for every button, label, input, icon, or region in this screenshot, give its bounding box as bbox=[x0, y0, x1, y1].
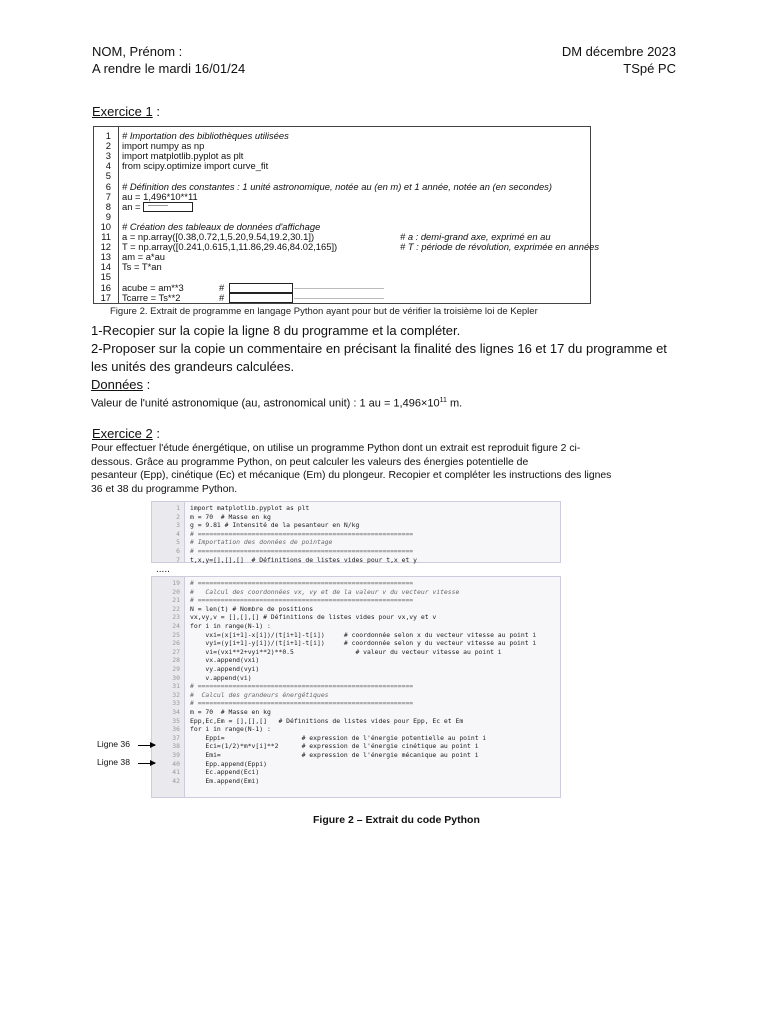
line-number: 30 bbox=[172, 673, 180, 682]
code-text: vyi=(y[i+1]-y[i])/(t[i+1]-t[i]) # coordonnée selon y du vecteur vitesse au point i bbox=[190, 639, 537, 648]
code-text: am = a*au bbox=[122, 251, 165, 263]
code-line bbox=[152, 725, 560, 733]
faint-placeholder bbox=[294, 288, 384, 289]
figure-1-code-listing bbox=[93, 126, 600, 304]
line-number: 36 bbox=[172, 725, 180, 734]
line-number: 24 bbox=[172, 622, 180, 630]
code-line bbox=[152, 556, 560, 564]
arrow-line-36-icon bbox=[138, 745, 155, 746]
donnees-title: Données : bbox=[91, 377, 151, 392]
code-line bbox=[94, 292, 590, 303]
code-line bbox=[152, 717, 560, 725]
code-line bbox=[152, 605, 560, 613]
line-number: 6 bbox=[176, 547, 180, 555]
due-date: A rendre le mardi 16/01/24 bbox=[92, 61, 246, 76]
blank-answer-box bbox=[229, 293, 293, 303]
code-line bbox=[152, 521, 560, 529]
code-line bbox=[152, 742, 560, 750]
code-text: # Importation des bibliothèques utilisées bbox=[122, 130, 289, 141]
header-left bbox=[92, 43, 245, 77]
line-number: 1 bbox=[176, 504, 180, 512]
code-text: vy.append(vyi) bbox=[190, 665, 260, 673]
question-2-line-2: les unités des grandeurs calculées. bbox=[91, 359, 295, 374]
code-text: Eci=(1/2)*m*v[i]**2 # expression de l'énergie cinétique au point i bbox=[190, 742, 479, 751]
code-text: import matplotlib.pyplot as plt bbox=[122, 150, 244, 162]
line-number: 32 bbox=[172, 690, 180, 699]
line-number: 2 bbox=[105, 140, 111, 152]
question-1: 1-Recopier sur la copie la ligne 8 du programme et la compléter. bbox=[91, 323, 461, 338]
header-right bbox=[562, 43, 676, 77]
code-text: m = 70 # Masse en kg bbox=[190, 708, 271, 716]
line-number: 3 bbox=[176, 521, 180, 530]
code-line bbox=[152, 579, 560, 587]
line-number: 15 bbox=[100, 271, 111, 283]
code-line bbox=[152, 682, 560, 690]
code-text: vx,vy,v = [],[],[] # Définitions de listes vides pour vx,vy et v bbox=[190, 613, 437, 622]
code-text: # Importation des données de pointage bbox=[190, 538, 333, 547]
line-number: 27 bbox=[172, 647, 180, 656]
line-number: 20 bbox=[172, 587, 180, 596]
code-text: # ======================================================== bbox=[190, 682, 414, 691]
line-number: 6 bbox=[105, 180, 111, 192]
code-text: an = bbox=[122, 201, 193, 213]
code-text: # Création des tableaux de données d'affichage bbox=[122, 220, 321, 232]
line-number: 19 bbox=[172, 579, 180, 587]
line-number: 37 bbox=[172, 733, 180, 742]
line-number: 10 bbox=[100, 220, 111, 232]
code-line bbox=[152, 751, 560, 759]
code-line bbox=[152, 768, 560, 776]
code-text: for i in range(N-1) : bbox=[190, 622, 271, 630]
code-line bbox=[152, 504, 560, 512]
code-text: au = 1,496*10**11 bbox=[122, 190, 198, 202]
code-line bbox=[152, 530, 560, 538]
line-number: 22 bbox=[172, 604, 180, 613]
code-comment: # T : période de révolution, exprimée en années bbox=[400, 241, 600, 253]
question-2-line-1: 2-Proposer sur la copie un commentaire en précisant la finalité des lignes 16 et 17 du programme et bbox=[91, 341, 667, 356]
code-text: m = 70 # Masse en kg bbox=[190, 512, 271, 521]
line-number: 21 bbox=[172, 596, 180, 605]
code-line bbox=[152, 547, 560, 555]
exercise-2-paragraph: Pour effectuer l'étude énergétique, on utilise un programme Python dont un extrait est reproduit figure 2 ci- dessous. Grâce au programme Python, on peut calculer les valeurs des énergies potentielle de pesanteur (Epp), cinétique (Ec) et mécanique (Em) du plongeur. Recopier et compléter les instructions des lignes 36 et 38 du programme Python. bbox=[91, 443, 612, 495]
line-number: 39 bbox=[172, 751, 180, 759]
code-line bbox=[152, 639, 560, 647]
code-text: Epp,Ec,Em = [],[],[] # Définitions de listes vides pour Epp, Ec et Em bbox=[190, 716, 464, 725]
code-text: vx.append(vxi) bbox=[190, 656, 260, 665]
code-text: # ======================================================== bbox=[190, 529, 414, 538]
code-text: Ec.append(Eci) bbox=[190, 768, 260, 777]
code-text: Eppi= # expression de l'énergie potentielle au point i bbox=[190, 733, 487, 742]
code-text: Tcarre = Ts**2 bbox=[122, 291, 181, 303]
line-number: 38 bbox=[172, 742, 180, 751]
line-number: 13 bbox=[100, 251, 111, 263]
line-number: 26 bbox=[172, 639, 180, 648]
code-line bbox=[152, 588, 560, 596]
label-line-38: Ligne 38 bbox=[97, 757, 130, 767]
code-line bbox=[152, 622, 560, 630]
figure-2-caption: Figure 2 – Extrait du code Python bbox=[313, 814, 480, 826]
line-number: 9 bbox=[105, 210, 111, 222]
line-number: 1 bbox=[105, 130, 111, 141]
line-number: 3 bbox=[105, 150, 111, 162]
code-line bbox=[152, 613, 560, 621]
code-text: T = np.array([0.241,0.615,1,11.86,29.46,84.02,165]) bbox=[122, 241, 338, 253]
figure-2-code-screenshot bbox=[151, 501, 559, 797]
comment-hash: # bbox=[219, 281, 225, 293]
line-number: 33 bbox=[172, 699, 180, 708]
code-line bbox=[152, 538, 560, 546]
code-text: # Calcul des grandeurs énergétiques bbox=[190, 690, 329, 699]
line-number: 8 bbox=[105, 200, 111, 212]
code-text: Epp.append(Eppi) bbox=[190, 759, 267, 768]
code-text: Ts = T*an bbox=[122, 261, 162, 273]
code-line bbox=[152, 691, 560, 699]
code-line bbox=[152, 513, 560, 521]
line-number: 31 bbox=[172, 682, 180, 691]
code-text: a = np.array([0.38,0.72,1,5.20,9.54,19.2,30.1]) bbox=[122, 231, 315, 242]
line-number: 7 bbox=[176, 555, 180, 564]
line-number: 25 bbox=[172, 630, 180, 639]
code-text: # ======================================================== bbox=[190, 547, 414, 555]
line-number: 41 bbox=[172, 768, 180, 777]
line-number: 14 bbox=[100, 261, 111, 273]
code-line bbox=[152, 734, 560, 742]
line-number: 5 bbox=[105, 170, 111, 182]
code-line bbox=[152, 708, 560, 716]
arrow-line-38-icon bbox=[138, 763, 155, 764]
line-number: 40 bbox=[172, 759, 180, 768]
code-text: from scipy.optimize import curve_fit bbox=[122, 160, 269, 172]
code-text: Emi= # expression de l'énergie mécanique au point i bbox=[190, 751, 479, 759]
code-text: t,x,y=[],[],[] # Définitions de listes vides pour t,x et y bbox=[190, 555, 418, 564]
line-number: 34 bbox=[172, 708, 180, 716]
line-number: 12 bbox=[100, 241, 111, 253]
code-text: N = len(t) # Nombre de positions bbox=[190, 604, 314, 613]
code-panel-top bbox=[151, 501, 561, 563]
line-number: 11 bbox=[101, 231, 111, 242]
line-number: 17 bbox=[100, 291, 111, 303]
line-number: 29 bbox=[172, 665, 180, 673]
code-text: g = 9.81 # Intensité de la pesanteur en N/kg bbox=[190, 521, 360, 530]
code-panel-bottom bbox=[151, 576, 561, 798]
donnees-text: Valeur de l'unité astronomique (au, astronomical unit) : 1 au = $1,496\times 10^{11}$ m. bbox=[91, 397, 463, 410]
line-number: 28 bbox=[172, 656, 180, 665]
comment-hash: # bbox=[219, 291, 225, 303]
figure-1-caption: Figure 2. Extrait de programme en langage Python ayant pour but de vérifier la troisième loi de Kepler bbox=[110, 306, 538, 317]
code-text: import numpy as np bbox=[122, 140, 205, 152]
code-line bbox=[152, 699, 560, 707]
code-line bbox=[152, 760, 560, 768]
class-name: TSpé PC bbox=[623, 61, 676, 76]
line-number: 16 bbox=[100, 281, 111, 293]
code-line bbox=[152, 777, 560, 785]
exercise-1-title: Exercice 1 : bbox=[92, 104, 160, 119]
label-line-36: Ligne 36 bbox=[97, 739, 130, 749]
code-text: Em.append(Emi) bbox=[190, 776, 260, 785]
line-number: 4 bbox=[105, 160, 111, 172]
line-number: 5 bbox=[176, 538, 180, 547]
line-number: 4 bbox=[176, 529, 180, 538]
faint-placeholder bbox=[148, 205, 168, 206]
code-line bbox=[152, 656, 560, 664]
code-text: # ======================================================== bbox=[190, 699, 414, 708]
name-field-label: NOM, Prénom : bbox=[92, 44, 183, 59]
code-text: vi=(vxi**2+vyi**2)**0.5 # valeur du vecteur vitesse au point i bbox=[190, 647, 502, 656]
code-line bbox=[152, 674, 560, 682]
exercise-2-title: Exercice 2 : bbox=[92, 426, 160, 441]
line-number: 2 bbox=[176, 512, 180, 521]
code-text: vxi=(x[i+1]-x[i])/(t[i+1]-t[i]) # coordonnée selon x du vecteur vitesse au point i bbox=[190, 630, 537, 639]
line-number: 7 bbox=[105, 190, 111, 202]
code-text: for i in range(N-1) : bbox=[190, 725, 271, 734]
code-comment: # a : demi-grand axe, exprimé en au bbox=[400, 231, 551, 242]
code-text: import matplotlib.pyplot as plt bbox=[190, 504, 310, 512]
ellipsis: ..... bbox=[156, 564, 170, 575]
line-number: 23 bbox=[172, 613, 180, 622]
code-text: # Calcul des coordonnées vx, vy et de la valeur v du vecteur vitesse bbox=[190, 587, 460, 596]
code-text: acube = am**3 bbox=[122, 281, 184, 293]
line-number: 42 bbox=[172, 776, 180, 785]
code-line bbox=[152, 648, 560, 656]
code-text: v.append(vi) bbox=[190, 673, 252, 682]
code-text: # ======================================================== bbox=[190, 596, 414, 605]
code-line bbox=[152, 596, 560, 604]
code-text: # Définition des constantes : 1 unité astronomique, notée au (en m) et 1 année, notée an (en secondes) bbox=[122, 180, 552, 192]
assignment-title: DM décembre 2023 bbox=[561, 44, 676, 59]
code-line bbox=[152, 665, 560, 673]
faint-placeholder bbox=[294, 298, 384, 299]
code-line bbox=[152, 631, 560, 639]
line-number: 35 bbox=[172, 716, 180, 725]
code-text: # ======================================================== bbox=[190, 579, 414, 587]
